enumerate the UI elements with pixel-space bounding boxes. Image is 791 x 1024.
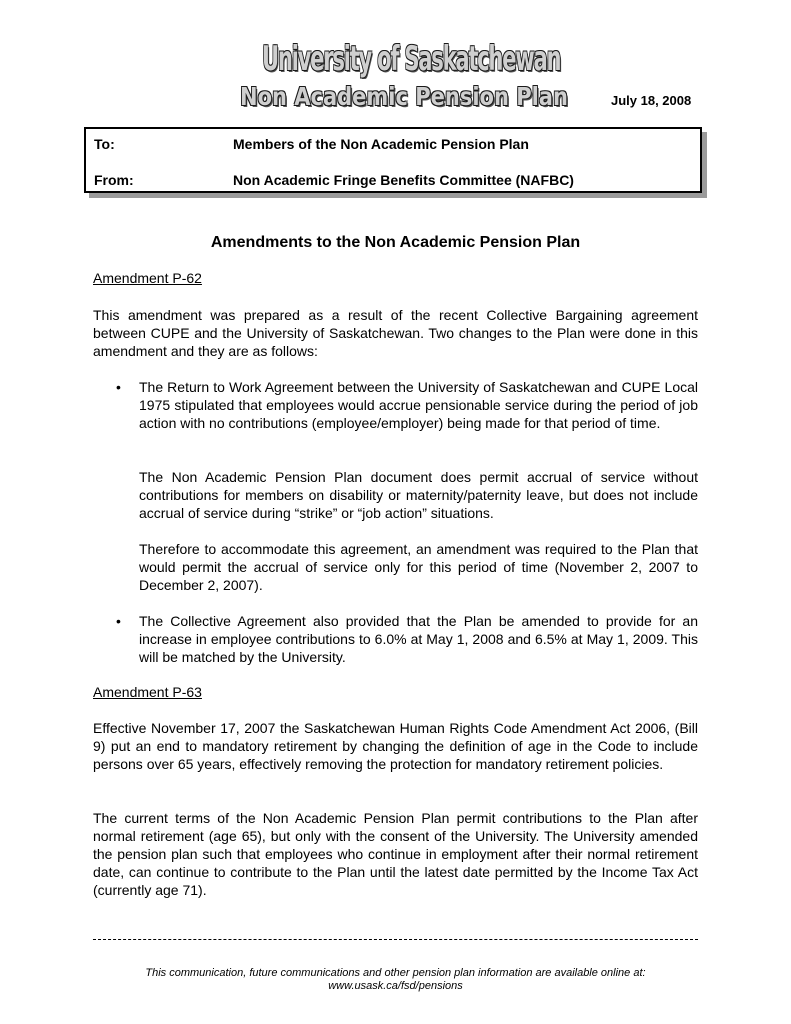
p62-bullet1-para2: The Non Academic Pension Plan document does permit accrual of service without contributions for members on disability or maternity/paternity leave, but does not include accrual of service during “strike” or “job action” situations.	[139, 469, 698, 521]
memo-header-box	[84, 127, 702, 193]
bullet-marker: •	[116, 613, 121, 629]
document-title: Amendments to the Non Academic Pension Plan	[210, 234, 581, 251]
bullet-marker: •	[116, 379, 121, 395]
p62-bullet1-para3: Therefore to accommodate this agreement, an amendment was required to the Plan that would permit the accrual of service only for this period of time (November 2, 2007 to December 2, 2007).	[139, 541, 698, 593]
logo-plan-name: Non Academic Pension Plan	[240, 82, 568, 111]
from-value: Non Academic Fringe Benefits Committee (NAFBC)	[233, 172, 574, 188]
p63-para2: The current terms of the Non Academic Pension Plan permit contributions to the Plan after normal retirement (age 65), but only with the consent of the University. The University amended the pension plan such that employees who continue in employment after their normal retirement date, can continue to contribute to the Plan until the latest date permitted by the Income Tax Act (currently age 71).	[93, 810, 698, 898]
p62-bullet1-para1: The Return to Work Agreement between the University of Saskatchewan and CUPE Local 1975 stipulated that employees would accrue pensionable service during the period of job action with no contributions (employee/employer) being made for that period of time.	[139, 379, 698, 431]
memo-date: July 18, 2008	[611, 93, 692, 108]
from-label: From:	[94, 172, 134, 188]
p62-bullet2: The Collective Agreement also provided that the Plan be amended to provide for an increase in employee contributions to 6.0% at May 1, 2008 and 6.5% at May 1, 2009. This will be matched by the University.	[139, 613, 698, 665]
p62-intro: This amendment was prepared as a result of the recent Collective Bargaining agreement between CUPE and the University of Saskatchewan. Two changes to the Plan were done in this amendment and they are as follows:	[93, 307, 698, 359]
footer-divider	[93, 939, 698, 940]
logo-university: University of Saskatchewan	[262, 39, 561, 79]
footer-note	[0, 967, 791, 993]
p63-para1: Effective November 17, 2007 the Saskatchewan Human Rights Code Amendment Act 2006, (Bill 9) put an end to mandatory retirement by changing the definition of age in the Code to include persons over 65 years, effectively removing the protection for mandatory retirement policies.	[93, 720, 698, 772]
section-heading-p63: Amendment P-63	[93, 684, 202, 700]
section-heading-p62: Amendment P-62	[93, 270, 202, 286]
footer-line1: This communication, future communications and other pension plan information are available online at:	[145, 967, 646, 979]
footer-url: www.usask.ca/fsd/pensions	[328, 980, 463, 992]
to-value: Members of the Non Academic Pension Plan	[233, 136, 529, 152]
to-label: To:	[94, 136, 115, 152]
